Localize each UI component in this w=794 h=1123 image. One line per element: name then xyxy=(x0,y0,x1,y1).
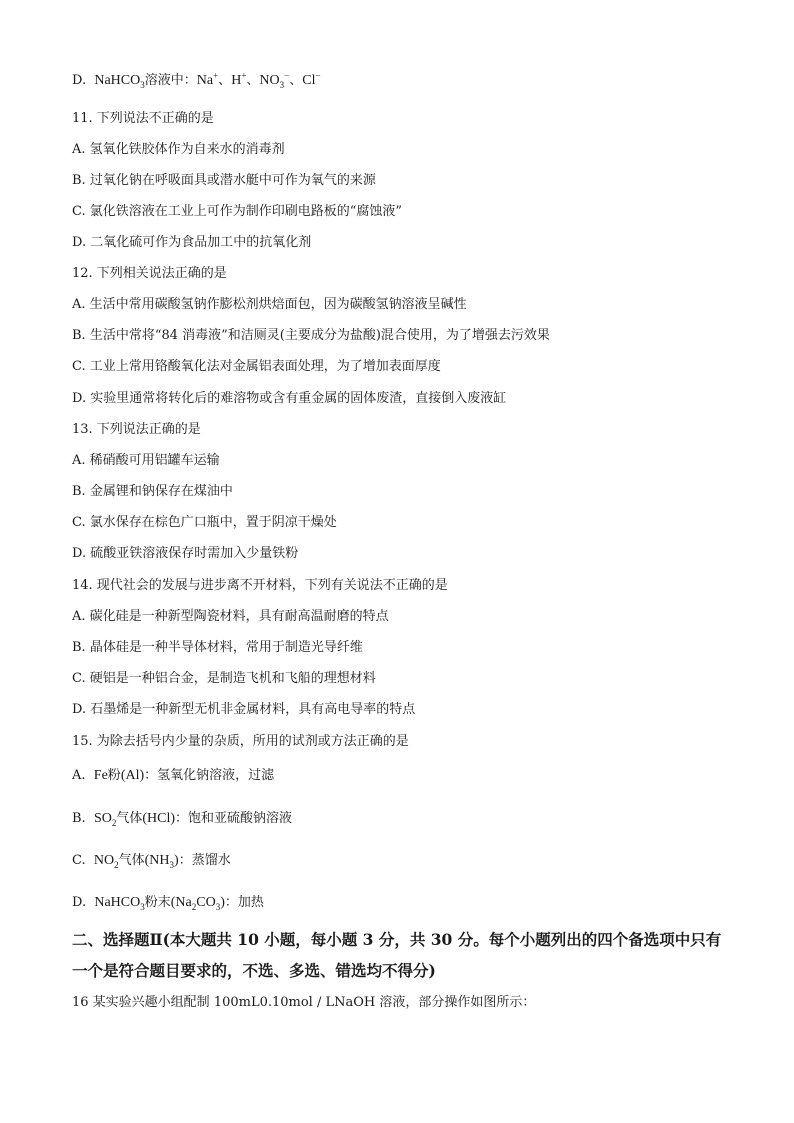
q13-option-a: A. 稀硝酸可用铝罐车运输 xyxy=(72,453,220,468)
q13-option-c: C. 氯水保存在棕色广口瓶中，置于阴凉干燥处 xyxy=(72,515,337,530)
q12-option-c: C. 工业上常用铬酸氧化法对金属铝表面处理，为了增加表面厚度 xyxy=(72,359,441,374)
q11-option-d: D. 二氧化硫可作为食品加工中的抗氧化剂 xyxy=(72,235,312,250)
q15-option-c: C. $NO_2$气体$(NH_3)$：蒸馏水 xyxy=(72,853,231,870)
q12-option-d: D. 实验里通常将转化后的难溶物或含有重金属的固体废渣，直接倒入废液缸 xyxy=(72,391,507,406)
q12-option-a: A. 生活中常用碳酸氢钠作膨松剂烘焙面包，因为碳酸氢钠溶液呈碱性 xyxy=(72,297,467,312)
q12-option-b: B. 生活中常将“84 消毒液”和洁厕灵(主要成分为盐酸)混合使用，为了增强去污效果 xyxy=(72,328,550,343)
q14-option-d: D. 石墨烯是一种新型无机非金属材料，具有高电导率的特点 xyxy=(72,702,416,717)
q16-stem: 16 某实验兴趣小组配制 100mL0.10mol / LNaOH 溶液，部分操作如图所示： xyxy=(72,995,536,1010)
q14-stem: 14. 现代社会的发展与进步离不开材料，下列有关说法不正确的是 xyxy=(72,578,448,593)
q11-stem: 11. 下列说法不正确的是 xyxy=(72,111,214,126)
q10-option-d: D. NaHCO$_3$溶液中：Na+、H+、$NO_3^-$、Cl− xyxy=(72,70,321,90)
q11-option-a: A. 氢氧化铁胶体作为自来水的消毒剂 xyxy=(72,142,285,157)
q15-option-b: B. $SO_2$气体(HCl)：饱和亚硫酸钠溶液 xyxy=(72,811,293,828)
q11-option-c: C. 氯化铁溶液在工业上可作为制作印刷电路板的“腐蚀液” xyxy=(72,204,403,219)
section-2-heading-line-1: 二、选择题Ⅱ(本大题共 10 小题，每小题 3 分，共 30 分。每个小题列出的四个备选项中只有 xyxy=(72,930,722,949)
q15-option-a: A. Fe粉(Al)：氢氧化钠溶液，过滤 xyxy=(72,768,275,783)
q13-option-d: D. 硫酸亚铁溶液保存时需加入少量铁粉 xyxy=(72,546,299,561)
q14-option-a: A. 碳化硅是一种新型陶瓷材料，具有耐高温耐磨的特点 xyxy=(72,609,389,624)
q12-stem: 12. 下列相关说法正确的是 xyxy=(72,266,227,281)
q13-option-b: B. 金属锂和钠保存在煤油中 xyxy=(72,484,233,499)
section-2-heading-line-2: 一个是符合题目要求的，不选、多选、错选均不得分) xyxy=(72,961,436,980)
q15-option-d: D. NaHCO$_3$粉末$(Na_2CO_3)$：加热 xyxy=(72,895,264,912)
q15-stem: 15. 为除去括号内少量的杂质，所用的试剂或方法正确的是 xyxy=(72,734,409,749)
q13-stem: 13. 下列说法正确的是 xyxy=(72,422,201,437)
q14-option-c: C. 硬铝是一种铝合金，是制造飞机和飞船的理想材料 xyxy=(72,671,376,686)
q11-option-b: B. 过氧化钠在呼吸面具或潜水艇中可作为氧气的来源 xyxy=(72,173,376,188)
q14-option-b: B. 晶体硅是一种半导体材料，常用于制造光导纤维 xyxy=(72,640,363,655)
